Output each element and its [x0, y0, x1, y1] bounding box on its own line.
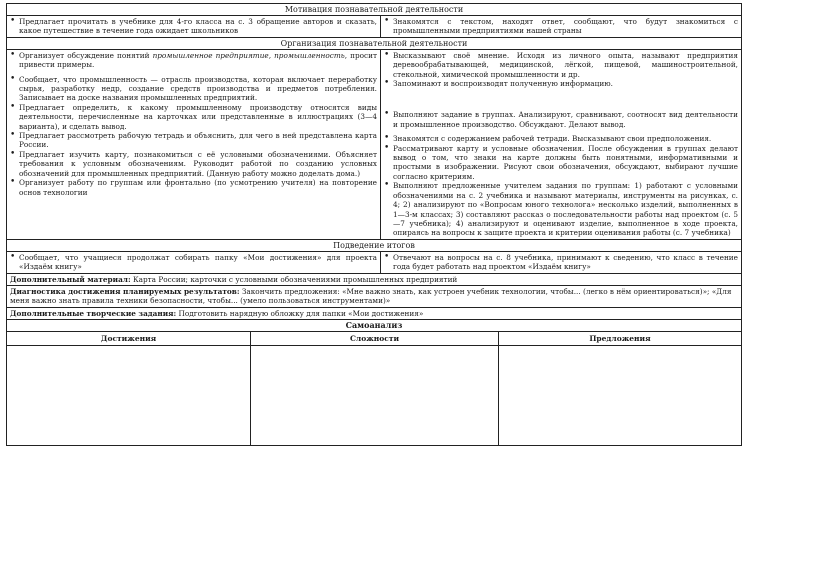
- list-item: • Организует работу по группам или фронтально (по усмотрению учителя) на повторение основ технологии: [10, 178, 377, 197]
- list-item: • Предлагает определить, к какому промышленному производству относятся виды деятельности, перечисленные на карточках или представленные в иллюстрациях (3—4 варианта), и сделать вывод.: [10, 103, 377, 131]
- list-item: • Выполняют предложенные учителем задания по группам: 1) работают с условными обозначениями на с. 2 учебника и называют материалы, инструменты на рисунках, с. 4; 2) анализируют по «Вопросам юного технолога» несколько изделий, выполненных в 1—3-м классах; 3) составляют рассказ о последовательности работы над проектом (с. 5—7 учебника); 4) анализируют и оценивают изделие, выполненное в ходе проекта, опираясь на вопросы к защите проекта и критерии оценивания работы (с. 7 учебника): [384, 181, 738, 237]
- list-item: • Предлагает прочитать в учебнике для 4-го класса на с. 3 обращение авторов и сказать, какое путешествие в течение года ожидает школьников: [10, 17, 377, 36]
- summary-header: Подведение итогов: [7, 240, 741, 252]
- teacher-column: [7, 50, 381, 239]
- list-item: • Высказывают своё мнение. Исходя из личного опыта, называют предприятия деревообрабатывающей, медицинской, лёгкой, пищевой, машиностроительной, стекольной, химической промышленности и др.: [384, 51, 738, 79]
- extra-material-text: Карта России; карточки с условными обозначениями промышленных предприятий: [130, 274, 458, 284]
- extra-material-row: [7, 274, 741, 286]
- list-item: • Запоминают и воспроизводят полученную информацию.: [384, 79, 738, 88]
- list-item: • Знакомятся с содержанием рабочей тетради. Высказывают свои предположения.: [384, 134, 738, 143]
- creative-tasks-label: Дополнительные творческие задания:: [10, 308, 177, 318]
- student-column: [381, 16, 741, 37]
- list-item: • Предлагает рассмотреть рабочую тетрадь и объяснить, для чего в ней представлена карта России.: [10, 131, 377, 150]
- teacher-column: [7, 16, 381, 37]
- list-item: • Отвечают на вопросы на с. 8 учебника, принимают к сведению, что класс в течение года будет работать над проектом «Издаём книгу»: [384, 253, 738, 272]
- list-item: • Знакомятся с текстом, находят ответ, сообщают, что будут знакомиться с промышленными предприятиями нашей страны: [384, 17, 738, 36]
- motivation-row: [7, 16, 741, 38]
- difficulties-column: [251, 332, 499, 445]
- self-analysis-table: [7, 332, 741, 445]
- suggestions-column: [499, 332, 741, 445]
- list-item: • Сообщает, что учащиеся продолжат собирать папку «Мои достижения» для проекта «Издаём книгу»: [10, 253, 377, 272]
- diagnostics-text: Закончить предложения: «Мне важно знать, как устроен учебник технологии, чтобы... (легко в нём ориентироваться)»; «Для меня важно знать правила техники безопасности, чтобы... (умело пользоваться инструментами)»: [10, 286, 732, 306]
- list-item: • Сообщает, что промышленность — отрасль производства, которая включает переработку сырья, разработку недр, создание средств производства и предметов потребления. Записывает на доске названия промышленных предприятий.: [10, 75, 377, 103]
- achievements-heading: Достижения: [7, 332, 250, 346]
- difficulties-heading: Сложности: [251, 332, 498, 346]
- list-item: • Предлагает изучить карту, познакомиться с её условными обозначениями. Объясняет требования к условным обозначениям. Руководит работой по созданию условных обозначений для промышленных предприятий. (Данную работу можно доделать дома.): [10, 150, 377, 178]
- self-analysis-header: Самоанализ: [7, 320, 741, 332]
- student-column: [381, 252, 741, 273]
- teacher-column: [7, 252, 381, 273]
- motivation-header: Мотивация познавательной деятельности: [7, 4, 741, 16]
- list-item: • Рассматривают карту и условные обозначения. После обсуждения в группах делают вывод о том, что знаки на карте должны быть понятными, информативными и простыми в изображении. Рисуют свои обозначения, обсуждают, выбирают лучшие согласно критериям.: [384, 144, 738, 182]
- organization-row: [7, 50, 741, 240]
- creative-tasks-text: Подготовить нарядную обложку для папки «Мои достижения»: [176, 308, 424, 318]
- organization-header: Организация познавательной деятельности: [7, 38, 741, 50]
- student-column: [381, 50, 741, 239]
- diagnostics-label: Диагностика достижения планируемых результатов:: [10, 286, 240, 296]
- list-item: • Организует обсуждение понятий промышленное предприятие, промышленность, просит привести примеры.: [10, 51, 377, 70]
- achievements-column: [7, 332, 251, 445]
- extra-material-label: Дополнительный материал:: [10, 274, 131, 284]
- summary-row: [7, 252, 741, 274]
- lesson-table: [6, 3, 742, 446]
- emphasis-text: промышленное предприятие, промышленность: [152, 50, 345, 60]
- creative-tasks-row: [7, 308, 741, 320]
- list-item: • Выполняют задание в группах. Анализируют, сравнивают, соотносят вид деятельности и промышленное производство. Обсуждают. Делают вывод.: [384, 110, 738, 129]
- diagnostics-row: [7, 286, 741, 308]
- suggestions-heading: Предложения: [499, 332, 741, 346]
